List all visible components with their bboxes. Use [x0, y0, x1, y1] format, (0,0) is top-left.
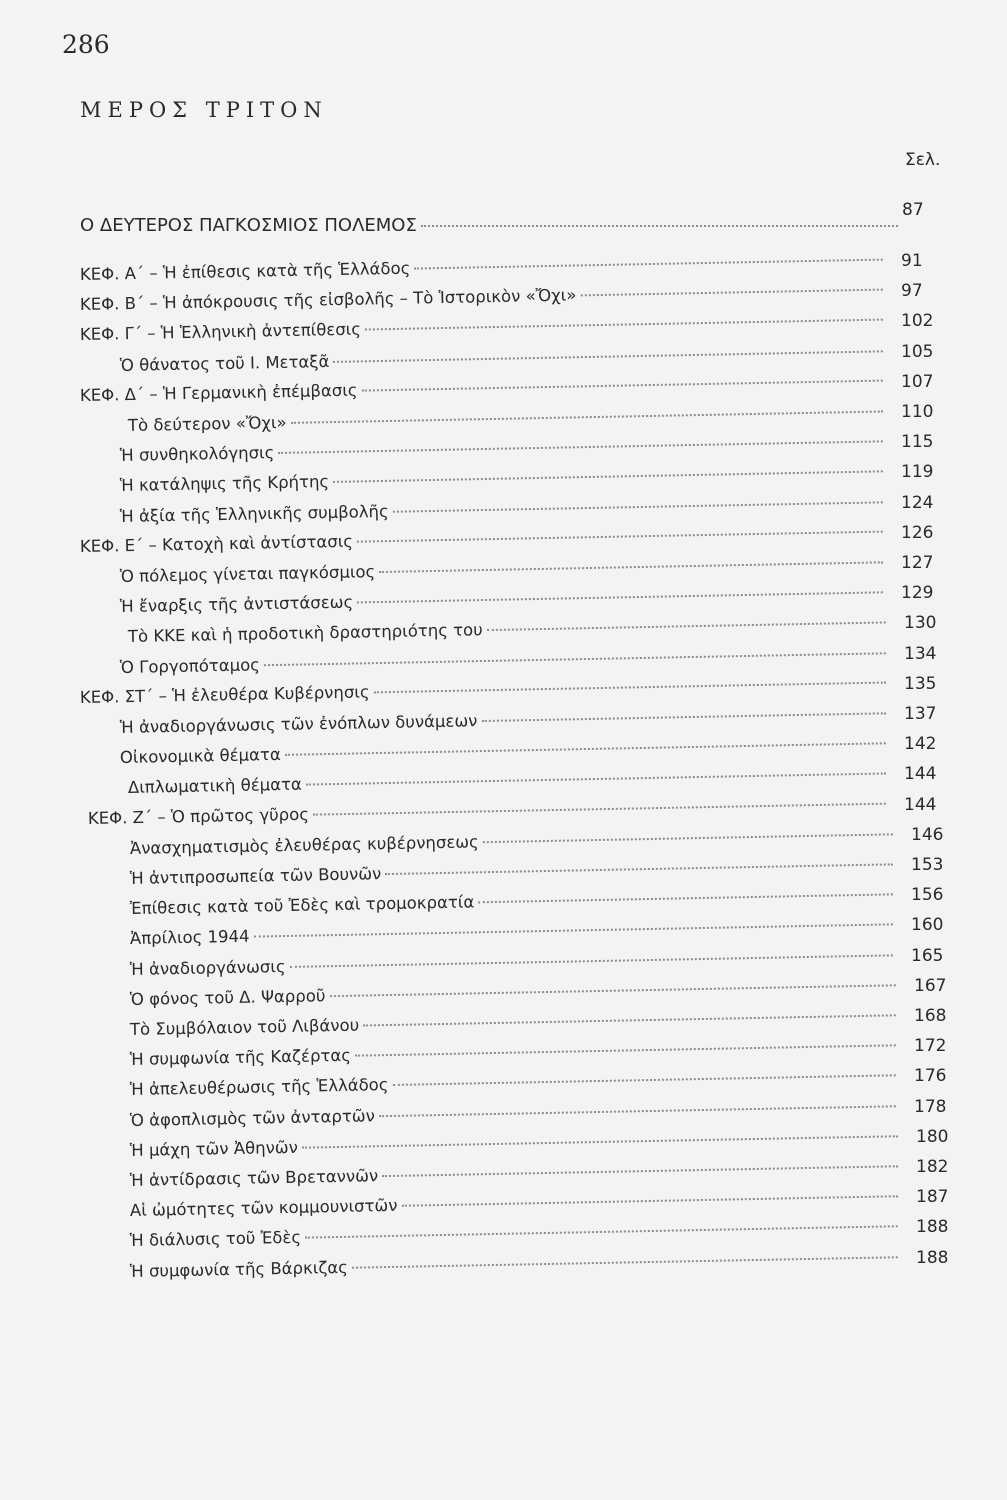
toc-entry-title: Ὁ θάνατος τοῦ Ι. Μεταξᾶ	[119, 351, 330, 375]
leader-dots	[329, 984, 895, 997]
toc-entry-title: Ἡ συμφωνία τῆς Καζέρτας	[129, 1045, 352, 1070]
toc-entry-title: Ἡ ἀπελευθέρωσις τῆς Ἑλλάδος	[129, 1075, 389, 1100]
toc-entry-page: 119	[901, 462, 934, 483]
toc-entry-title: Διπλωματικὴ θέματα	[127, 775, 302, 798]
toc-entry-page: 127	[901, 553, 934, 573]
page-column-label: Σελ.	[905, 150, 941, 170]
toc-entry-title: Ἡ ἀναδιοργάνωσις	[129, 956, 286, 979]
toc-entry-page: 144	[904, 764, 937, 785]
toc-entry-title: Ἡ ἀναδιοργάνωσις τῶν ἐνόπλων δυνάμεων	[119, 711, 478, 737]
leader-dots	[305, 1226, 898, 1239]
toc-entry-page: 134	[904, 643, 937, 664]
toc-entry-title: ΚΕΦ. Ζ΄ – Ὁ πρῶτος γῦρος	[87, 804, 310, 828]
toc-entry-title: Ἡ συμφωνία τῆς Βάρκιζας	[129, 1257, 349, 1281]
toc-entry-page: 168	[914, 1006, 947, 1026]
leader-dots	[580, 289, 882, 297]
toc-entry-title: ΚΕΦ. Α΄ – Ἡ ἐπίθεσις κατὰ τῆς Ἑλλάδος	[79, 258, 411, 284]
leader-dots	[306, 773, 886, 786]
toc-entry-title: Τὸ Συμβόλαιον τοῦ Λιβάνου	[129, 1015, 360, 1039]
toc-entry-page: 187	[916, 1187, 949, 1208]
leader-dots	[333, 350, 882, 363]
toc-entry-page: 146	[911, 824, 944, 845]
leader-dots	[363, 1014, 896, 1026]
toc-entry-title: Ἡ ἔναρξις τῆς ἀντιστάσεως	[119, 592, 354, 617]
toc-entry-title: ΚΕΦ. Δ΄ – Ἡ Γερμανικὴ ἐπέμβασις	[79, 380, 358, 405]
part-title: ΜΕΡΟΣ ΤΡΙΤΟΝ	[80, 98, 328, 122]
toc-entry-page: 188	[916, 1247, 949, 1268]
leader-dots	[278, 441, 882, 455]
leader-dots	[290, 954, 893, 968]
toc-entry-page: 188	[916, 1217, 949, 1238]
toc-entry-page: 153	[911, 855, 944, 875]
toc-entry-page: 144	[904, 794, 937, 815]
leader-dots	[302, 1135, 898, 1148]
leader-dots	[382, 1165, 898, 1177]
toc-entry-page: 91	[901, 251, 923, 271]
toc-entry-title: ΚΕΦ. Ε΄ – Κατοχὴ καὶ ἀντίστασις	[79, 531, 354, 556]
toc-entry-title: Ὁ Γοργοπόταμος	[119, 654, 261, 677]
toc-entry-page: 102	[901, 311, 934, 332]
toc-entry-page: 182	[916, 1157, 949, 1177]
toc-entry-title: Ἡ ἀντιπροσωπεία τῶν Βουνῶν	[129, 864, 382, 888]
leader-dots	[379, 561, 883, 573]
toc-entry-page: 105	[901, 341, 934, 362]
leader-dots	[414, 259, 883, 270]
toc-entry-title: Ἡ συνθηκολόγησις	[119, 443, 275, 466]
toc-entry-page: 130	[904, 613, 937, 634]
toc-entry-title: Οἰκονομικὰ θέματα	[119, 745, 281, 768]
toc-entry-page: 97	[901, 281, 923, 302]
toc-entry-page: 180	[916, 1126, 949, 1147]
toc-entry-title: Αἱ ὠμότητες τῶν κομμουνιστῶν	[129, 1196, 398, 1221]
toc-entry-page: 160	[911, 915, 944, 936]
toc-entry-title: ΚΕΦ. Β΄ – Ἡ ἀπόκρουσις τῆς εἰσβολῆς – Τὸ Ἱστορικὸν «Ὄχι»	[79, 285, 577, 315]
toc-entry-page: 167	[914, 975, 947, 996]
leader-dots	[355, 1044, 896, 1056]
toc-entry-page: 107	[901, 371, 934, 392]
toc-entry-title: Ἡ ἀξία τῆς Ἑλληνικῆς συμβολῆς	[119, 501, 389, 526]
toc-entry-page: 135	[904, 673, 937, 694]
leader-dots	[357, 592, 883, 604]
toc-entry-page: 165	[911, 945, 944, 966]
leader-dots	[392, 1075, 895, 1087]
toc-entry-title: Τὸ ΚΚΕ καὶ ἡ προδοτικὴ δραστηριότης του	[127, 620, 483, 647]
section-heading: Ο ΔΕΥΤΕΡΟΣ ΠΑΓΚΟΣΜΙΟΣ ΠΟΛΕΜΟΣ	[80, 215, 417, 236]
toc-entry-page: 115	[901, 432, 934, 453]
toc-entry-page: 176	[914, 1066, 947, 1087]
toc-entry-title: ΚΕΦ. ΣΤ΄ – Ἡ ἐλευθέρα Κυβέρνησις	[79, 682, 370, 707]
toc-entry-page: 178	[914, 1096, 947, 1117]
toc-entry-title: Ὁ πόλεμος γίνεται παγκόσμιος	[119, 562, 376, 586]
leader-dots	[285, 742, 886, 756]
toc-entry-page: 126	[901, 522, 934, 543]
leader-dots	[379, 1105, 896, 1117]
leader-dots	[481, 712, 885, 722]
leader-dots	[374, 681, 886, 693]
leader-dots	[313, 802, 886, 815]
leader-dots	[487, 622, 886, 632]
toc-entry-page: 124	[901, 492, 934, 513]
toc-entry-page: 142	[904, 734, 937, 755]
leader-dots	[361, 379, 882, 391]
toc-entry-title: Ἡ κατάληψις τῆς Κρήτης	[119, 472, 330, 496]
toc-entry-title: Ἡ ἀντίδρασις τῶν Βρεταννῶν	[129, 1166, 379, 1190]
toc-entry-title: Ἡ μάχη τῶν Ἀθηνῶν	[129, 1137, 299, 1160]
leader-dots	[478, 894, 893, 904]
leader-dots	[333, 471, 883, 484]
leader-dots	[352, 1256, 898, 1268]
leader-dots	[264, 652, 886, 666]
page-number: 286	[62, 30, 110, 59]
toc-entry-title: Τὸ δεύτερον «Ὄχι»	[127, 412, 287, 435]
toc-entry-page: 137	[904, 704, 937, 724]
leader-dots	[365, 319, 883, 331]
section-page-number: 87	[902, 200, 924, 220]
toc-entry-title: Ἀπρίλιος 1944	[129, 927, 250, 949]
leader-dots	[401, 1195, 897, 1207]
toc-entry-title: Ὁ ἀφοπλισμὸς τῶν ἀνταρτῶν	[129, 1105, 375, 1130]
leader-dots	[357, 530, 883, 542]
leader-dots	[291, 411, 883, 424]
toc-entry-title: Ἐπίθεσις κατὰ τοῦ Ἐδὲς καὶ τρομοκρατία	[129, 892, 475, 919]
toc-entry-title: Ὁ φόνος τοῦ Δ. Ψαρροῦ	[129, 986, 326, 1009]
leader-dots	[385, 863, 893, 875]
toc-entry-page: 156	[911, 885, 944, 906]
toc-entry-page: 172	[914, 1036, 947, 1057]
toc-entry-title: ΚΕΦ. Γ΄ – Ἡ Ἑλληνικὴ ἀντεπίθεσις	[79, 319, 362, 345]
leader-dots	[254, 924, 893, 938]
leader-dots	[483, 833, 893, 843]
leader-dots	[393, 501, 883, 512]
toc-entry-title: Ἡ διάλυσις τοῦ Ἐδὲς	[129, 1228, 302, 1251]
toc-entry-title: Ἀνασχηματισμὸς ἐλευθέρας κυβέρνησεως	[129, 832, 479, 858]
toc-entry-page: 129	[901, 583, 934, 604]
toc-entry-page: 110	[901, 402, 934, 422]
